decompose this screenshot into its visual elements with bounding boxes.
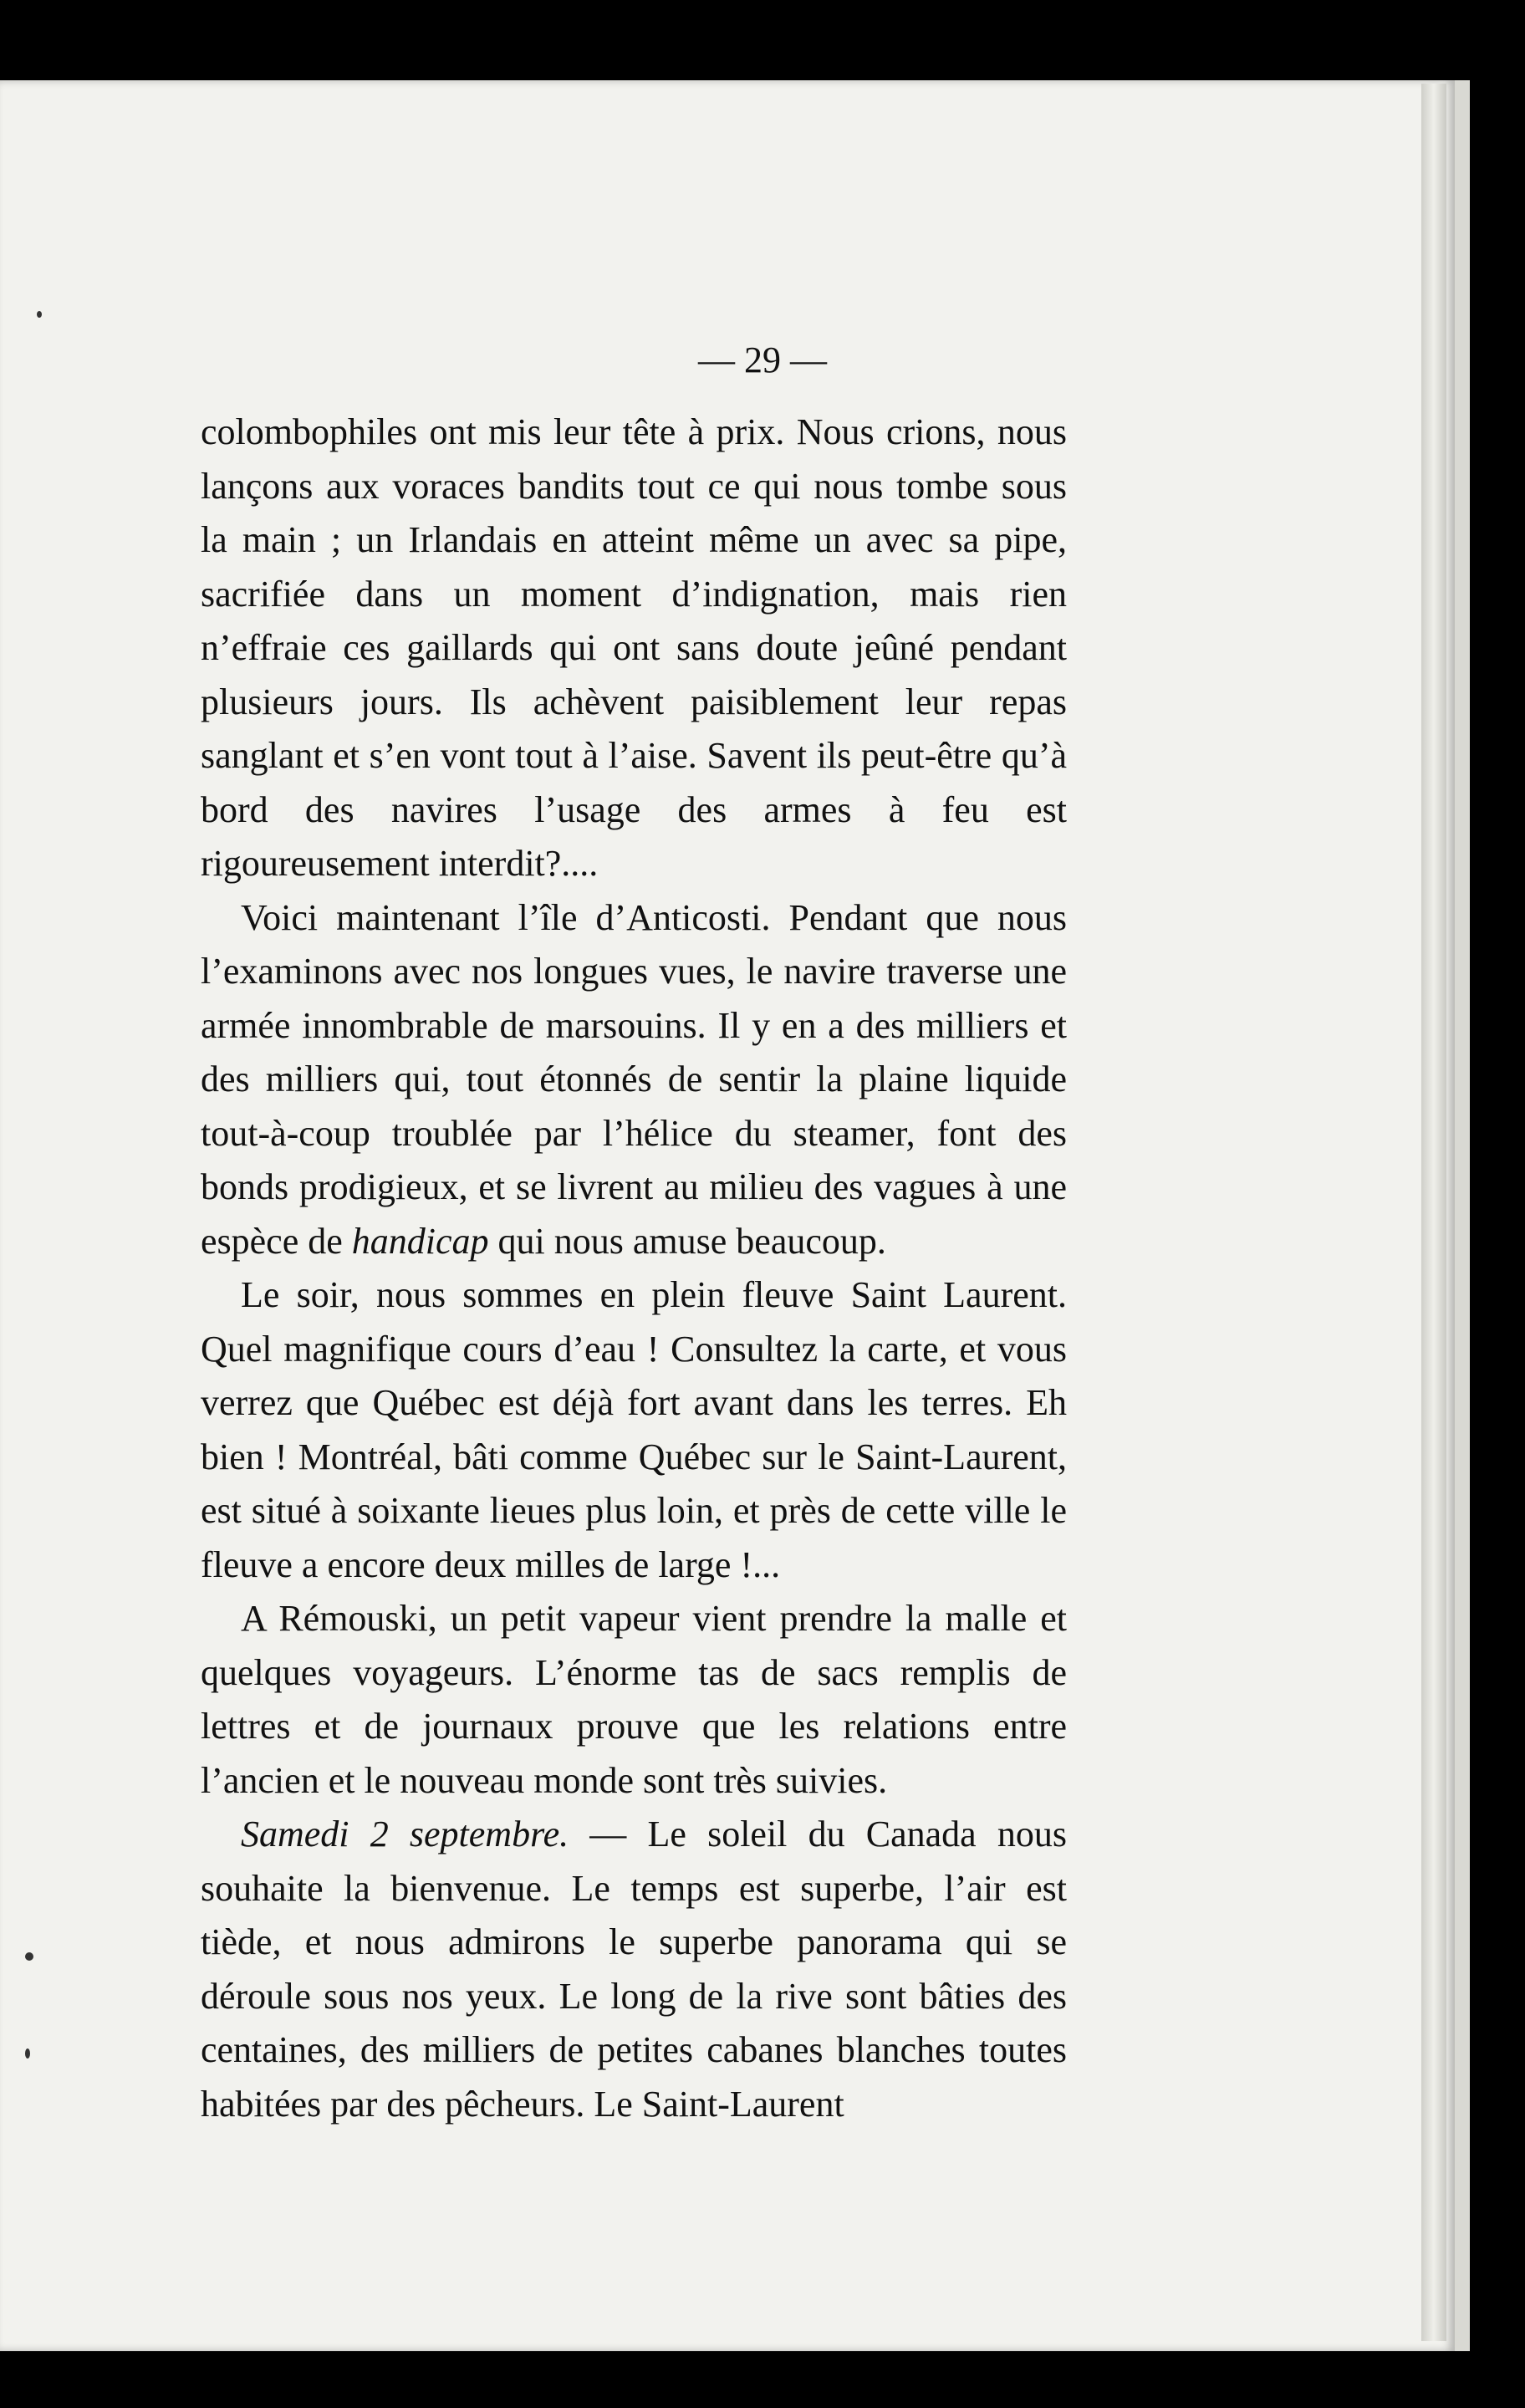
paragraph	[201, 1268, 1067, 1592]
text-segment: qui nous amuse beaucoup.	[488, 1220, 886, 1262]
page-edge	[1421, 84, 1446, 2341]
paragraph	[201, 1592, 1067, 1808]
scan-speck	[37, 311, 42, 318]
scan-speck	[25, 1952, 33, 1961]
paragraph	[201, 1808, 1067, 2131]
text-segment: Voici maintenant l’île d’Anticosti. Pendant que nous l’examinons avec nos longues vues, le navire traverse une armée innombrable de marsouins. Il y en a des milliers et des milliers qui, tout étonnés de sentir la plaine liquide tout-à-coup troublée par l’hélice du steamer, font des bonds prodigieux, et se livrent au milieu des vagues à une espèce de	[201, 896, 1067, 1262]
paragraph	[201, 891, 1067, 1269]
paragraph	[201, 406, 1067, 891]
text-segment: A Rémouski, un petit vapeur vient prendre la malle et quelques voyageurs. L’énorme tas de sacs remplis de lettres et de journaux prouve que les relations entre l’ancien et le nouveau monde sont très suivies.	[201, 1598, 1067, 1801]
italic-text-segment: handicap	[351, 1220, 489, 1262]
body-text	[201, 406, 1067, 2131]
text-segment: colombophiles ont mis leur tête à prix. Nous crions, nous lançons aux voraces bandits tout ce qui nous tombe sous la main ; un Irlandais en atteint même un avec sa pipe, sacrifiée dans un moment d’indignation, mais rien n’effraie ces gaillards qui ont sans doute jeûné pendant plusieurs jours. Ils achèvent paisiblement leur repas sanglant et s’en vont tout à l’aise. Savent ils peut-être qu’à bord des navires l’usage des armes à feu est rigoureusement interdit?....	[201, 411, 1067, 884]
scan-speck	[25, 2048, 30, 2059]
text-segment: Le soir, nous sommes en plein fleuve Saint Laurent. Quel magnifique cours d’eau ! Consultez la carte, et vous verrez que Québec est déjà fort avant dans les terres. Eh bien ! Montréal, bâti comme Québec sur le Saint-Laurent, est situé à soixante lieues plus loin, et près de cette ville le fleuve a encore deux milles de large !...	[201, 1274, 1067, 1585]
italic-text-segment: Samedi 2 septembre.	[241, 1814, 569, 1854]
page-number: — 29 —	[698, 339, 827, 380]
text-segment: — Le soleil du Canada nous souhaite la bienvenue. Le temps est superbe, l’air est tiède, et nous admirons le superbe panorama qui se déroule sous nos yeux. Le long de la rive sont bâties des centaines, des milliers de petites cabanes blanches toutes habitées par des pêcheurs. Le Saint-Laurent	[201, 1814, 1068, 2125]
